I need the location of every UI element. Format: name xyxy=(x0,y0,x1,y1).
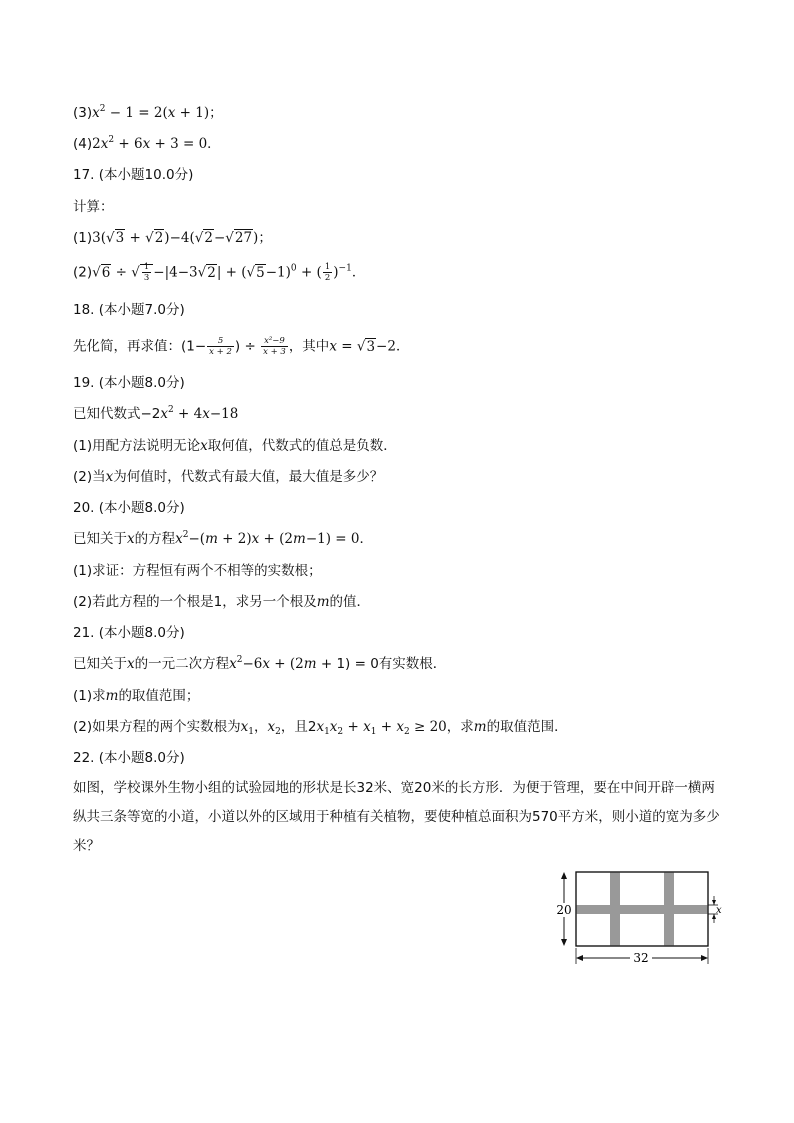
fraction-one-third xyxy=(142,262,151,283)
numerator: x²−9 xyxy=(261,336,288,347)
text-part: + xyxy=(343,719,364,735)
radicand: 3 xyxy=(115,230,125,246)
sqrt-sign: √ xyxy=(356,338,366,355)
text-part: 的方程 xyxy=(134,531,176,547)
radicand: 3 xyxy=(366,338,376,355)
text-part: ， xyxy=(253,719,268,735)
var-x: x xyxy=(329,338,337,355)
sqrt-sign: √ xyxy=(105,230,115,246)
text-part: + (2 xyxy=(270,656,304,672)
expr-part: 3( xyxy=(92,230,106,246)
garden-figure xyxy=(550,866,730,970)
exponent: 2 xyxy=(182,530,189,540)
subscript: 1 xyxy=(248,727,254,737)
var-x: x xyxy=(202,406,210,422)
equation-part: + 1)； xyxy=(175,105,223,121)
subscript: 1 xyxy=(324,727,330,737)
expr-part: + ( xyxy=(296,264,322,281)
var-x: x xyxy=(396,719,404,735)
var-m: m xyxy=(316,594,330,610)
var-x: x xyxy=(240,719,249,735)
text-part: (2)若此方程的一个根是1，求另一个根及 xyxy=(73,594,317,610)
var-x: x xyxy=(229,656,237,672)
sqrt-sign: √ xyxy=(145,230,154,246)
expr-part: | + ( xyxy=(216,264,247,281)
width-label: 32 xyxy=(633,951,649,965)
var-m: m xyxy=(303,656,317,672)
text-part: 先化简，再求值：(1− xyxy=(73,338,207,355)
item-label: (1) xyxy=(73,230,93,246)
expr-part: ) xyxy=(333,264,339,281)
var-x: x xyxy=(167,105,176,121)
var-x: x xyxy=(100,136,109,152)
exponent: 2 xyxy=(236,655,243,665)
var-m: m xyxy=(473,719,487,735)
text-part: 取何值，代数式的值总是负数． xyxy=(207,438,397,454)
var-x: x xyxy=(160,406,169,422)
radicand: 2 xyxy=(154,230,164,246)
question-17-heading: 17. (本小题10.0分) xyxy=(73,167,194,183)
question-18-text xyxy=(73,336,409,357)
radicand: 2 xyxy=(207,264,216,281)
text-part: 的值． xyxy=(329,594,371,610)
sqrt-sign: √ xyxy=(131,264,140,281)
equation-part: − 1 = 2( xyxy=(105,105,168,121)
vertical-path-right xyxy=(664,872,674,946)
text-part: 的取值范围． xyxy=(486,719,568,735)
expr-part: )； xyxy=(253,230,272,246)
problem-20-2 xyxy=(73,593,370,611)
question-20-heading: 20. (本小题8.0分) xyxy=(73,500,185,516)
var-x: x xyxy=(200,438,208,454)
radicand: 2 xyxy=(204,230,213,246)
arrow-right-icon xyxy=(701,955,708,961)
text-part: (1)用配方法说明无论 xyxy=(73,438,201,454)
var-x: x xyxy=(175,531,183,547)
expr-part: ÷ xyxy=(111,264,132,281)
sqrt-sign: √ xyxy=(225,230,234,246)
text-part: + 4 xyxy=(173,406,203,422)
expr-part: ． xyxy=(351,264,366,281)
question-18-heading: 18. (本小题7.0分) xyxy=(73,302,185,318)
text-part: −6 xyxy=(242,656,263,672)
denominator: x + 3 xyxy=(263,347,286,357)
text-part: ，且2 xyxy=(280,719,317,735)
fraction-x2-9-over-x-plus-3 xyxy=(261,336,288,357)
numerator: 5 xyxy=(207,336,234,347)
question-21-heading: 21. (本小题8.0分) xyxy=(73,625,185,641)
var-x: x xyxy=(127,531,135,547)
expr-part: + xyxy=(125,230,146,246)
subscript: 1 xyxy=(370,727,377,737)
text-part: + 2) xyxy=(217,531,252,547)
var-x: x xyxy=(127,656,135,672)
text-part: ≥ 20，求 xyxy=(409,719,474,735)
text-part: 的取值范围； xyxy=(118,688,200,704)
exponent: 2 xyxy=(108,135,115,145)
question-20-intro xyxy=(73,530,373,548)
problem-16-4 xyxy=(73,135,221,153)
text-part: 已知关于 xyxy=(73,656,127,672)
text-part: 的一元二次方程 xyxy=(134,656,230,672)
sqrt-sign: √ xyxy=(92,264,101,281)
text-part: −1) = 0． xyxy=(305,531,373,547)
arrow-up-icon xyxy=(561,872,567,879)
var-x: x xyxy=(142,136,151,152)
expr-part: −|4−3 xyxy=(153,264,198,281)
var-x: x xyxy=(316,719,325,735)
height-label: 20 xyxy=(556,903,572,917)
question-19-heading: 19. (本小题8.0分) xyxy=(73,375,185,391)
subscript: 2 xyxy=(275,727,281,737)
text-part: (2)当 xyxy=(73,469,106,485)
vertical-path-left xyxy=(610,872,620,946)
exponent: 2 xyxy=(99,104,106,114)
var-m: m xyxy=(293,531,306,547)
item-label: (4) xyxy=(73,136,93,152)
problem-17-2 xyxy=(73,262,365,283)
question-22-heading: 22. (本小题8.0分) xyxy=(73,750,185,766)
text-part: + (2 xyxy=(259,531,294,547)
sqrt-sign: √ xyxy=(246,264,256,281)
question-19-intro xyxy=(73,405,238,423)
question-17-intro: 计算： xyxy=(73,199,114,215)
arrow-left-icon xyxy=(576,955,583,961)
problem-17-1 xyxy=(73,229,272,247)
text-part: ，其中 xyxy=(288,338,330,355)
sqrt-sign: √ xyxy=(194,230,204,246)
arrow-down-icon xyxy=(561,939,567,946)
expr-part: )−4( xyxy=(164,230,195,246)
text-part: 为何值时，代数式有最大值，最大值是多少？ xyxy=(113,469,384,485)
problem-19-1 xyxy=(73,437,397,455)
subscript: 2 xyxy=(403,727,410,737)
fraction-one-half xyxy=(323,262,332,283)
denominator: x + 2 xyxy=(209,347,232,357)
var-x: x xyxy=(363,719,371,735)
var-x: x xyxy=(92,105,100,121)
text-part: (2)如果方程的两个实数根为 xyxy=(73,719,241,735)
numerator: 1 xyxy=(143,262,150,272)
problem-21-2 xyxy=(73,718,568,736)
var-x: x xyxy=(329,719,338,735)
horizontal-path xyxy=(576,905,708,914)
text-part: + xyxy=(376,719,397,735)
equation-part: + 6 xyxy=(114,136,143,152)
radicand: 6 xyxy=(101,264,111,281)
var-m: m xyxy=(105,688,119,704)
exponent: 2 xyxy=(168,405,174,415)
problem-19-2 xyxy=(73,468,383,486)
text-part: = xyxy=(336,338,357,355)
text-part: + 1) = 0有实数根． xyxy=(316,656,447,672)
problem-21-1 xyxy=(73,687,199,705)
problem-20-1: (1)求证：方程恒有两个不相等的实数根； xyxy=(73,563,322,579)
exponent: −1 xyxy=(338,263,352,274)
var-m: m xyxy=(205,531,218,547)
radicand: 27 xyxy=(234,230,253,246)
denominator: 2 xyxy=(324,273,331,283)
path-width-label: x xyxy=(716,905,722,916)
text-part: (1)求 xyxy=(73,688,106,704)
question-22-text: 如图，学校课外生物小组的试验园地的形状是长32米、宽20米的长方形．为便于管理，要在中间开辟一横两纵共三条等宽的小道，小道以外的区域用于种植有关植物，要使种植总面积为570平方米，则小道的宽为多少米？ xyxy=(73,780,720,854)
equation-part: + 3 = 0． xyxy=(150,136,221,152)
var-x: x xyxy=(262,656,271,672)
radicand: 5 xyxy=(256,264,265,281)
var-x: x xyxy=(267,719,276,735)
text-part: −( xyxy=(188,531,206,547)
fraction-5-over-x-plus-2 xyxy=(207,336,234,357)
text-part: 已知关于 xyxy=(73,531,127,547)
text-part: ) ÷ xyxy=(234,338,261,355)
denominator: 3 xyxy=(143,273,150,283)
expr-part: − xyxy=(213,230,226,246)
text-part: −18 xyxy=(209,406,239,422)
coefficient: 2 xyxy=(92,136,101,152)
var-x: x xyxy=(105,469,114,485)
expr-part: −1) xyxy=(265,264,291,281)
item-label: (2) xyxy=(73,264,93,281)
subscript: 2 xyxy=(337,727,344,737)
question-21-intro xyxy=(73,655,446,673)
text-part: −2． xyxy=(376,338,410,355)
var-x: x xyxy=(251,531,260,547)
exponent: 0 xyxy=(290,263,297,274)
numerator: 1 xyxy=(324,262,331,272)
item-label: (3) xyxy=(73,105,93,121)
problem-16-3 xyxy=(73,104,223,122)
text-part: 已知代数式−2 xyxy=(73,406,161,422)
sqrt-sign: √ xyxy=(197,264,207,281)
